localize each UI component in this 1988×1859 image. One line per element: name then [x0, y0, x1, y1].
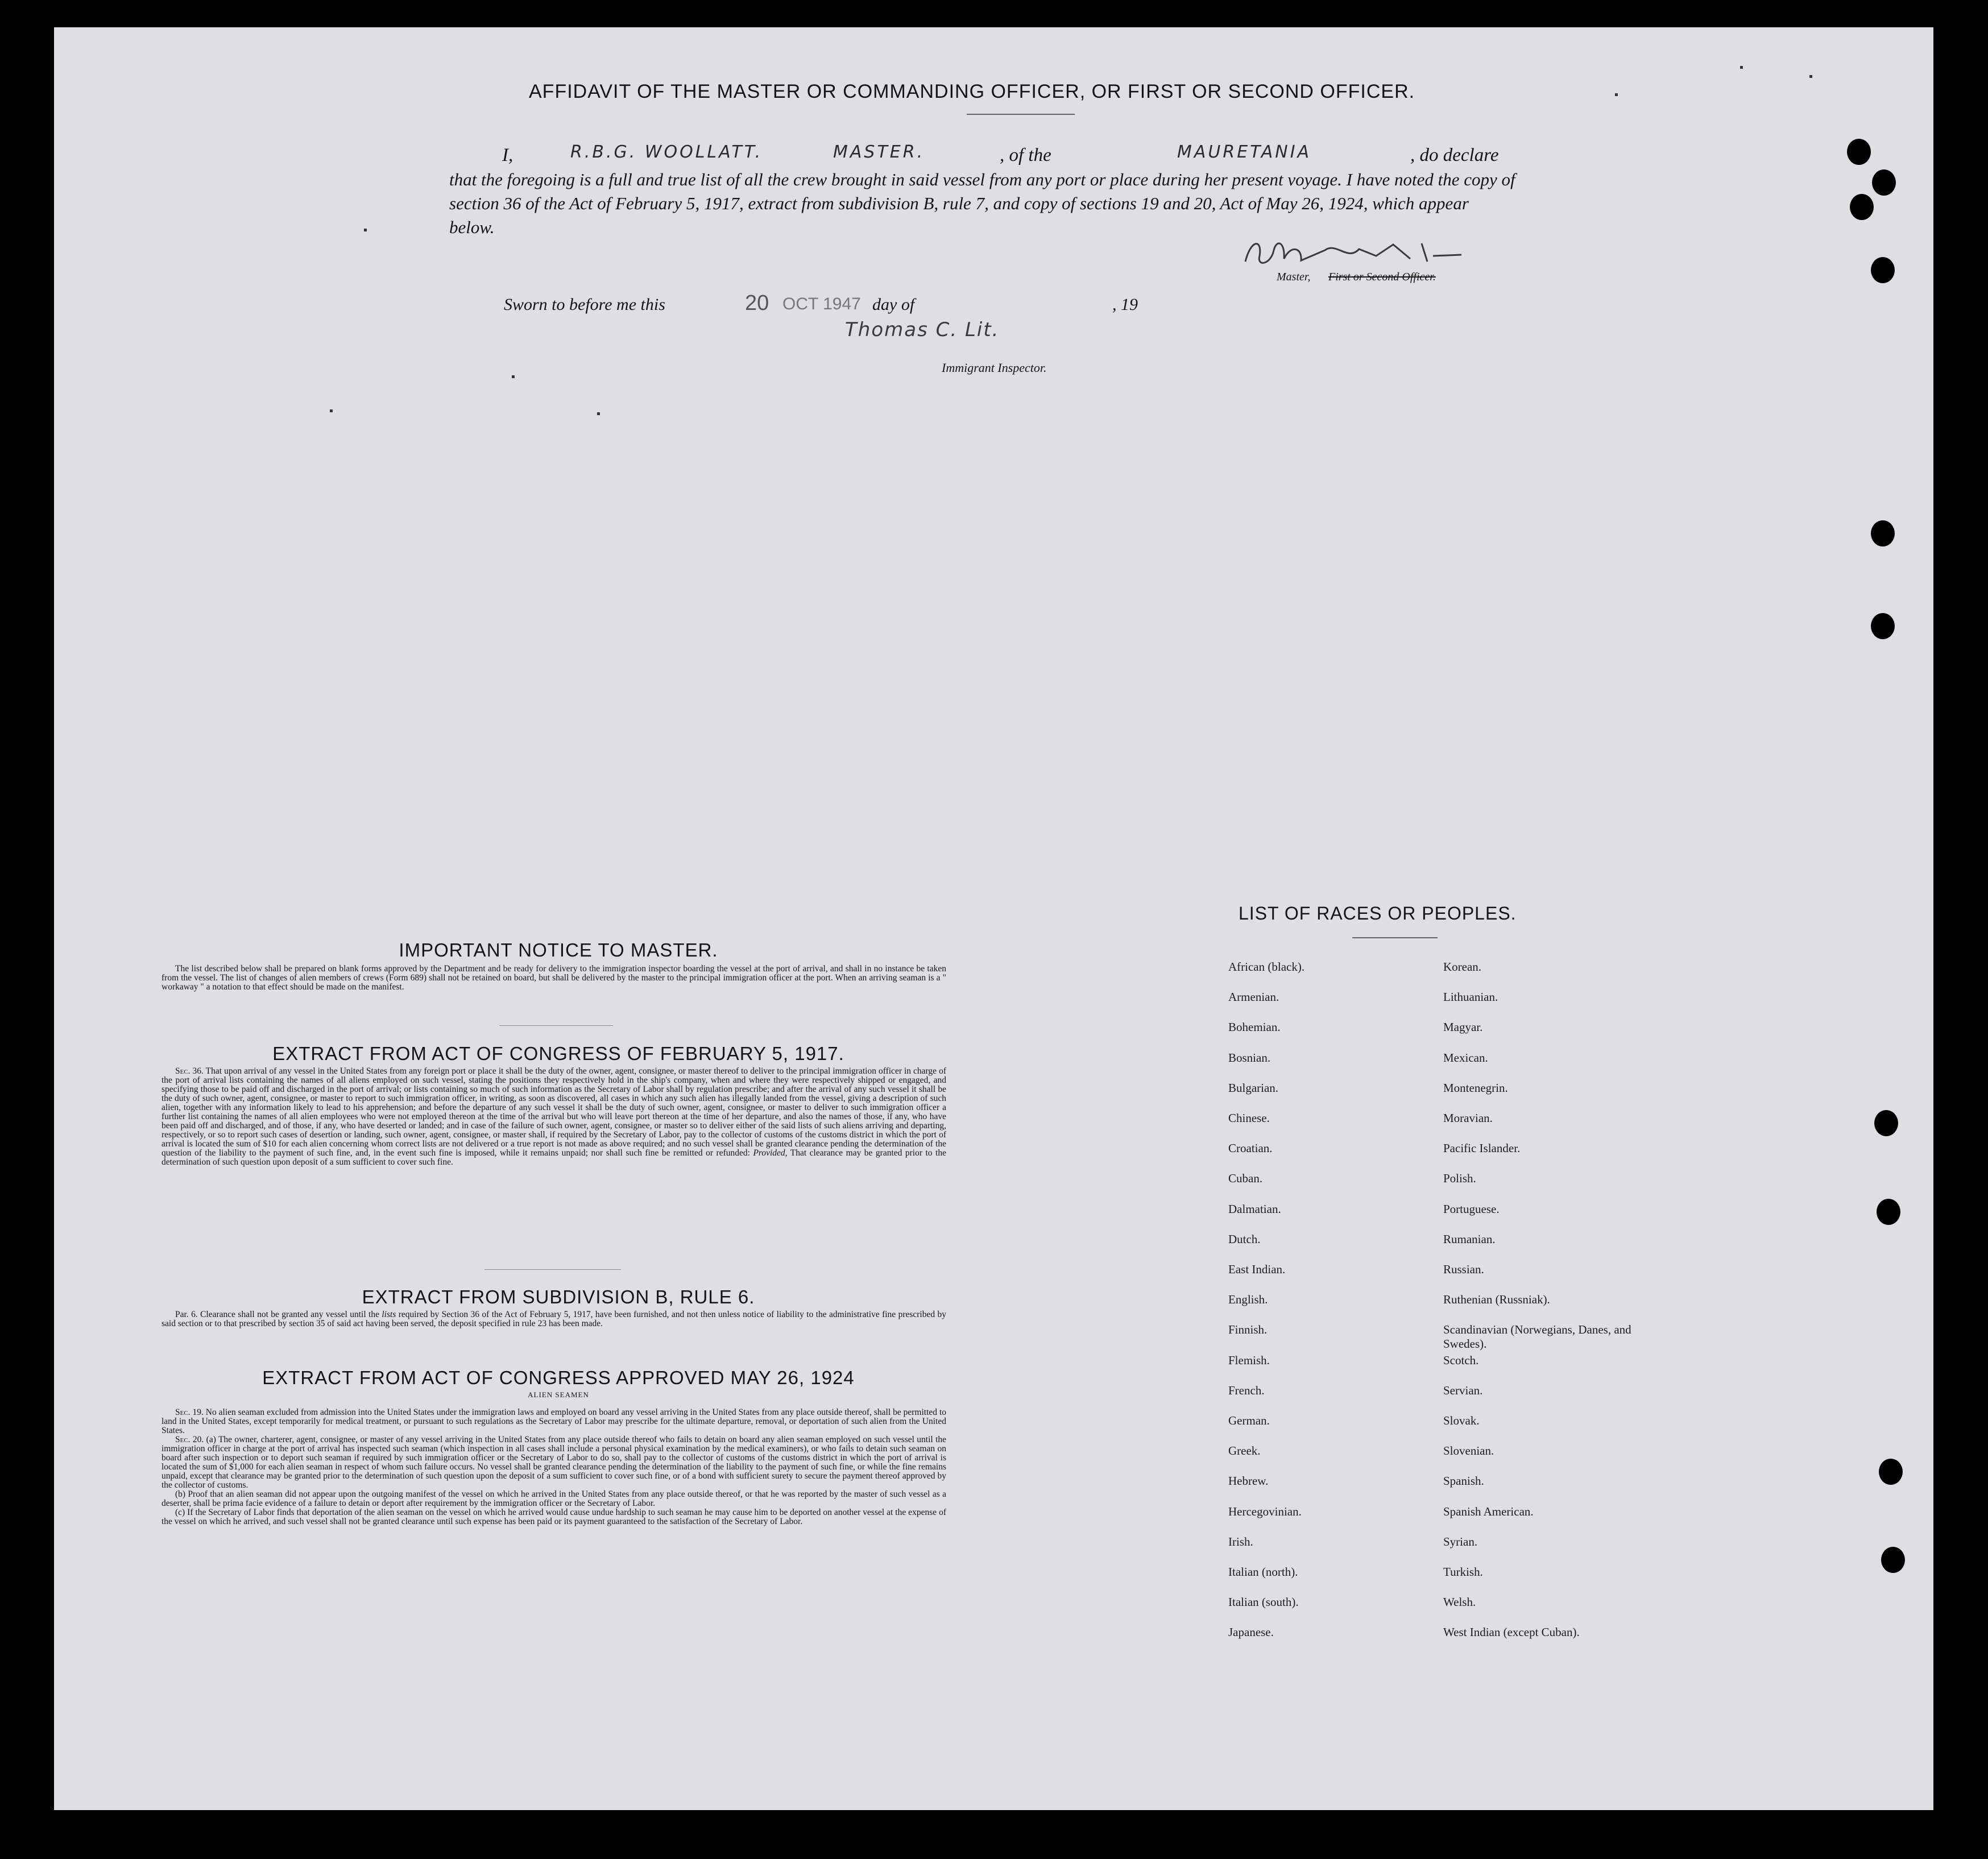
race-item: Hebrew. [1228, 1474, 1269, 1488]
race-item: Russian. [1443, 1262, 1484, 1276]
date-stamp-month-year: OCT 1947 [782, 295, 861, 313]
sec-19-label: Sec. 19. [175, 1407, 204, 1417]
race-item: Scandinavian (Norwegians, Danes, and Swedes). [1443, 1323, 1631, 1351]
race-item: Korean. [1443, 960, 1482, 974]
punch-hole [1879, 1459, 1903, 1485]
master-name-handwritten: R.B.G. WOOLLATT. [570, 142, 763, 162]
sec-36-label: Sec. 36. [175, 1066, 204, 1076]
notice-title: IMPORTANT NOTICE TO MASTER. [399, 939, 718, 960]
sec-20b-text: (b) Proof that an alien seaman did not appear upon the outgoing manifest of the vessel on which he arrived in the United States from any place outside thereof, or that he was reported by the master of such vessel as a deserter, shall be prima facie evidence of a failure to detain or deport after requirement by the immigration officer or the Secretary of Labor. [161, 1489, 946, 1508]
race-item: German. [1228, 1414, 1270, 1427]
scan-speck [330, 409, 333, 412]
punch-hole [1874, 1110, 1898, 1136]
sec-20c-text: (c) If the Secretary of Labor finds that deportation of the alien seaman on the vessel on which he arrived would cause undue hardship to such seaman he may cause him to be deported on another vessel at the expense of the vessel on which he arrived, and such vessel shall not be granted clearance until such expense has been paid or its payment guaranteed to the satisfaction of the Secretary of Labor. [161, 1508, 946, 1526]
race-item: Italian (south). [1228, 1595, 1299, 1609]
race-item: Welsh. [1443, 1595, 1476, 1609]
race-item: Croatian. [1228, 1141, 1273, 1156]
sec-19-text: No alien seaman excluded from admission into the United States under the immigration laws and employed on board any vessel arriving in the United States from any place outside thereof, shall be permitted to land in the United States, except temporarily for medical treatment, or pursuant to such regulations as the Secretary of Labor may prescribe for the ultimate departure, removal, or deportation of such alien from the United States. [161, 1407, 946, 1435]
par-6-label: Par. 6. [175, 1310, 198, 1319]
par-6-text-before: Clearance shall not be granted any vessel until the [200, 1310, 379, 1319]
par-6-lists-word: lists [382, 1310, 396, 1319]
par-6-text-after: required by Section 36 of the Act of February 5, 1917, have been furnished, and not then unless notice of liability to the administrative fine prescribed by said section or to that prescribed by section 35 of said act having been served, the deposit specified in rule 23 has been made. [161, 1310, 947, 1328]
races-title: LIST OF RACES OR PEOPLES. [1239, 903, 1517, 924]
affidavit-title: AFFIDAVIT OF THE MASTER OR COMMANDING OFFICER, OR FIRST OR SECOND OFFICER. [529, 81, 1415, 102]
section-divider [484, 1269, 621, 1270]
subdivision-b-text [161, 1310, 946, 1328]
race-item: Slovenian. [1443, 1444, 1494, 1458]
races-divider [1352, 937, 1438, 938]
race-item: West Indian (except Cuban). [1443, 1625, 1580, 1639]
sworn-label: Sworn to before me this [504, 295, 665, 314]
race-item: Magyar. [1443, 1020, 1483, 1034]
year-prefix-label: , 19 [1112, 295, 1138, 314]
scan-speck [364, 229, 367, 231]
proviso-label: Provided, [753, 1148, 788, 1158]
extract-1924-title: EXTRACT FROM ACT OF CONGRESS APPROVED MAY 26, 1924 [262, 1367, 855, 1388]
race-item: Slovak. [1443, 1414, 1480, 1427]
signature-caption-master: Master, [1277, 271, 1311, 283]
race-item: Greek. [1228, 1444, 1261, 1458]
sec-20a-text: (a) The owner, charterer, agent, consignee, or master of any vessel arriving in the United States from any place outside thereof who fails to detain on board any alien seaman employed on such vessel until the immigration officer in charge at the port of arrival has inspected such seaman (which inspection in all cases shall include a personal physical examination by the medical examiners), or who fails to detain such seaman on board after such inspection or to deport such seaman if required by such immigration officer or the Secretary of Labor to do so, shall pay to the collector of customs of the customs district in which the port of arrival is located the sum of $1,000 for each alien seaman in respect of whom such failure occurs. No vessel shall be granted clearance pending the determination of the liability to the payment of such fine, or while the fine remains unpaid, except that clearance may be granted prior to the determination of such question upon the deposit of a sum sufficient to cover such fine, or of a bond with sufficient surety to secure the payment thereof approved by the collector of customs. [161, 1435, 946, 1490]
signature-text [1240, 233, 1254, 236]
punch-hole [1871, 520, 1895, 546]
race-item: Armenian. [1228, 990, 1279, 1004]
section-divider [499, 1025, 613, 1026]
race-item: Moravian. [1443, 1111, 1493, 1125]
vessel-name-handwritten: MAURETANIA [1177, 142, 1312, 162]
notice-paragraph: The list described below shall be prepared on blank forms approved by the Department and be ready for delivery to the immigration inspector boarding the vessel at the port of arrival, and shall in no instance be taken from the vessel. The list of changes of alien members of crews (Form 689) shall not be retained on board, but shall be delivered by the master to the principal immigration officer at the port. When an arriving seaman is a " workaway " a notation to that effect should be made on the manifest. [161, 964, 946, 992]
scan-speck [512, 375, 515, 378]
race-item: East Indian. [1228, 1262, 1286, 1276]
date-stamp-day: 20 [745, 291, 769, 315]
day-of-label: day of [872, 295, 915, 314]
sec-36-text: That upon arrival of any vessel in the United States from any foreign port or place it shall be the duty of the owner, agent, consignee, or master thereof to deliver to the principal immigration officer in charge of the port of arrival lists containing the names of all aliens employed on such vessel, stating the positions they respectively hold in the ship's company, when and where they were respectively shipped or engaged, and specifying those to be paid off and discharged in the port of arrival; or lists containing so much of such information as the Secretary of Labor shall by regulation prescribe; and after the arrival of any such vessel it shall be the duty of such owner, agent, consignee, or master to report to such immigration officer, in writing, as soon as discovered, all cases in which any such alien has illegally landed from the vessel, giving a description of such alien, together with any information likely to lead to his apprehension; and before the departure of any such vessel it shall be the duty of such owner, agent, consignee, or master to deliver to such immigration officer a further list containing the names of all alien employees who were not employed thereon at the time of the arrival but who will leave port thereon at the time of her departure, and also the names of those, if any, who have been paid off and discharged, and of those, if any, who have deserted or landed; and in case of the failure of such owner, agent, consignee, or master so to deliver either of the said lists of such aliens arriving and departing, respectively, or so to report such cases of desertion or landing, such owner, agent, consignee, or master shall, if required by the Secretary of Labor, pay to the collector of customs of the customs district in which the port of arrival is located the sum of $10 for each alien concerning whom correct lists are not delivered or a true report is not made as above required; and no such vessel shall be granted clearance pending the determination of the question of the liability to the payment of such fine, and, in the event such fine is imposed, while it remains unpaid; nor shall such fine be remitted or refunded: [161, 1066, 946, 1158]
race-item: Dutch. [1228, 1232, 1261, 1246]
punch-hole [1872, 169, 1896, 196]
race-item: Italian (north). [1228, 1565, 1298, 1579]
race-item: Cuban. [1228, 1171, 1263, 1186]
extract-1924-text [161, 1408, 946, 1526]
do-declare-label: , do declare [1410, 145, 1499, 165]
race-item: Flemish. [1228, 1353, 1270, 1367]
punch-hole [1871, 613, 1895, 639]
scan-speck [1740, 66, 1743, 69]
inspector-caption: Immigrant Inspector. [942, 361, 1047, 375]
race-item: English. [1228, 1293, 1268, 1307]
document-page [54, 27, 1933, 1810]
race-item: Bosnian. [1228, 1050, 1271, 1065]
master-signature [1240, 233, 1478, 273]
race-item: Lithuanian. [1443, 990, 1498, 1004]
inspector-signature: Thomas C. Lit. [845, 318, 1000, 341]
race-item: French. [1228, 1383, 1265, 1397]
race-item: Bulgarian. [1228, 1080, 1279, 1095]
alien-seamen-subtitle: ALIEN SEAMEN [528, 1390, 589, 1399]
race-item: Hercegovinian. [1228, 1504, 1302, 1518]
race-item: Ruthenian (Russniak). [1443, 1293, 1550, 1307]
race-item: Rumanian. [1443, 1232, 1496, 1246]
race-item: Turkish. [1443, 1565, 1483, 1579]
race-item: African (black). [1228, 960, 1305, 974]
scan-speck [597, 412, 600, 415]
punch-hole [1847, 139, 1871, 165]
signature-caption-struck: First or Second Officer. [1328, 271, 1436, 283]
signature-scribble [1240, 233, 1478, 273]
extract-1917-title: EXTRACT FROM ACT OF CONGRESS OF FEBRUARY 5, 1917. [272, 1043, 844, 1064]
extract-1917-text [161, 1067, 946, 1167]
race-item: Mexican. [1443, 1050, 1488, 1065]
punch-hole [1850, 194, 1874, 220]
scan-speck [1615, 93, 1618, 96]
race-item: Servian. [1443, 1383, 1483, 1397]
punch-hole [1881, 1547, 1905, 1573]
proviso-text: That clearance may be granted prior to the determination of such question upon deposit of a sum sufficient to cover such fine. [161, 1148, 946, 1167]
race-item: Portuguese. [1443, 1202, 1500, 1216]
race-item: Japanese. [1228, 1625, 1274, 1639]
race-item: Irish. [1228, 1534, 1253, 1549]
race-item: Dalmatian. [1228, 1202, 1281, 1216]
race-item: Polish. [1443, 1171, 1476, 1186]
punch-hole [1871, 257, 1895, 283]
race-item: Spanish. [1443, 1474, 1484, 1488]
race-item: Syrian. [1443, 1534, 1478, 1549]
race-item: Montenegrin. [1443, 1080, 1508, 1095]
race-item: Spanish American. [1443, 1504, 1534, 1518]
title-divider [967, 114, 1075, 115]
scan-speck [1809, 75, 1812, 78]
punch-hole [1877, 1199, 1900, 1225]
of-the-label: , of the [1000, 145, 1051, 165]
race-item: Scotch. [1443, 1353, 1479, 1367]
notice-text [161, 964, 946, 992]
subdivision-b-title: EXTRACT FROM SUBDIVISION B, RULE 6. [362, 1286, 755, 1307]
rank-handwritten: MASTER. [833, 142, 925, 162]
sec-20-label: Sec. 20. [175, 1435, 204, 1444]
race-item: Finnish. [1228, 1323, 1268, 1337]
race-item: Chinese. [1228, 1111, 1270, 1125]
race-item: Bohemian. [1228, 1020, 1281, 1034]
affidavit-body: that the foregoing is a full and true list of all the crew brought in said vessel from any port or place during her present voyage. I have noted the copy of section 36 of the Act of February 5, 1917, extract from subdivision B, rule 7, and copy of sections 19 and 20, Act of May 26, 1924, which appear below. [449, 169, 1515, 237]
affidavit-pronoun: I, [502, 145, 513, 165]
race-item: Pacific Islander. [1443, 1141, 1521, 1156]
